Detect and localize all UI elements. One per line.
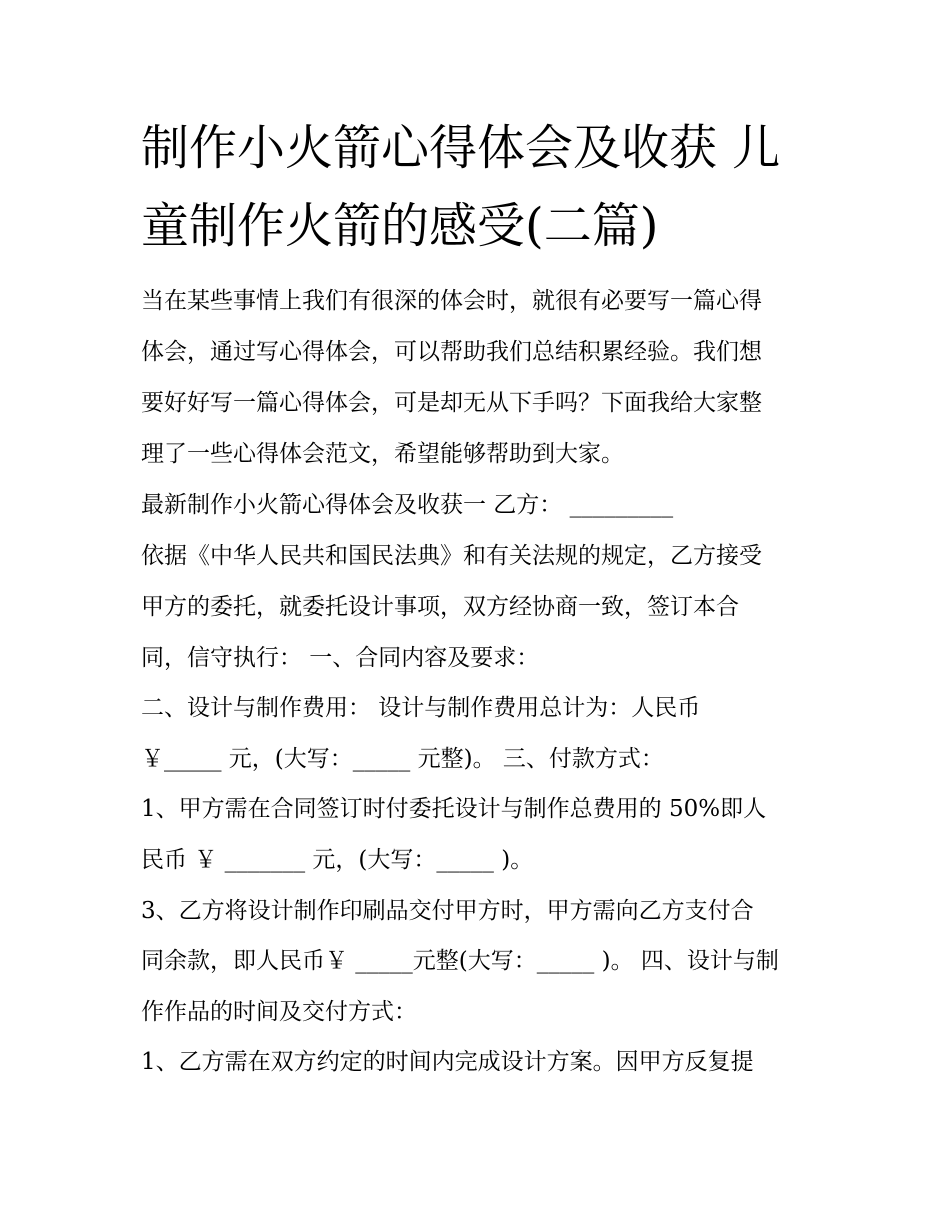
body-line: 同，信守执行： 一、合同内容及要求： (141, 645, 540, 671)
body-line: 3、乙方将设计制作印刷品交付甲方时，甲方需向乙方支付合 (141, 898, 754, 924)
body-line: 体会，通过写心得体会，可以帮助我们总结积累经验。我们想 (141, 339, 762, 365)
body-line: 要好好写一篇心得体会，可是却无从下手吗？下面我给大家整 (141, 390, 762, 416)
body-line: 最新制作小火箭心得体会及收获一 乙方： _________ (141, 492, 674, 518)
document-title-line-2: 童制作火箭的感受(二篇) (141, 198, 659, 254)
body-line: 理了一些心得体会范文，希望能够帮助到大家。 (141, 441, 624, 467)
body-line: 当在某些事情上我们有很深的体会时，就很有必要写一篇心得 (141, 288, 762, 314)
body-line: 同余款，即人民币￥ _____元整(大写：_____ )。 四、设计与制 (141, 948, 779, 974)
body-line: 依据《中华人民共和国民法典》和有关法规的规定，乙方接受 (141, 543, 762, 569)
body-line: 1、甲方需在合同签订时付委托设计与制作总费用的 50%即人 (141, 796, 767, 822)
body-line: 甲方的委托，就委托设计事项，双方经协商一致，签订本合 (141, 594, 739, 620)
body-line: 二、设计与制作费用： 设计与制作费用总计为：人民币 (141, 695, 701, 721)
body-line: 民币 ￥ _______ 元，(大写：_____ )。 (141, 847, 534, 873)
body-line: 作作品的时间及交付方式： (141, 999, 417, 1025)
body-line: ￥_____ 元，(大写：_____ 元整)。 三、付款方式： (141, 746, 664, 772)
body-line: 1、乙方需在双方约定的时间内完成设计方案。因甲方反复提 (141, 1049, 754, 1075)
document-title-line-1: 制作小火箭心得体会及收获 儿 (141, 120, 781, 176)
